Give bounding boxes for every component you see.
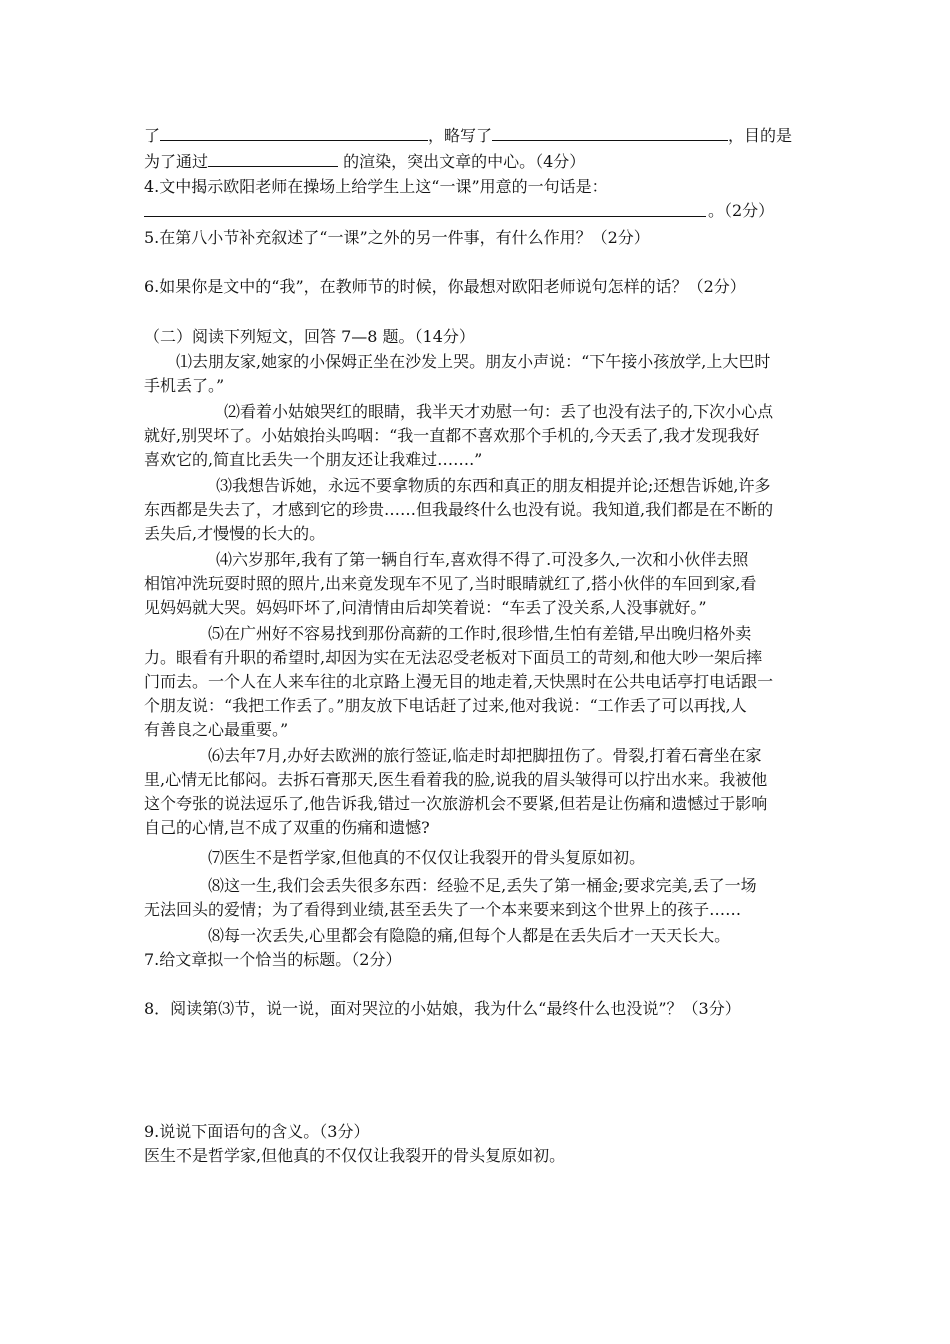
- q6-question: 6.如果你是文中的“我”，在教师节的时候，你最想对欧阳老师说句怎样的话？（2分）: [144, 277, 746, 296]
- passage-p2-line3: 喜欢它的,简直比丢失一个朋友还让我难过…….”: [144, 450, 483, 469]
- passage-p4-line1: ⑷六岁那年,我有了第一辆自行车,喜欢得不得了.可没多久,一次和小伙伴去照: [216, 550, 749, 569]
- q9-question: 9.说说下面语句的含义。（3分）: [144, 1122, 370, 1141]
- q4-answer-line[interactable]: [144, 216, 706, 217]
- q3-blank-3[interactable]: [208, 150, 338, 167]
- passage-p5-line3: 门而去。一个人在人来车往的北京路上漫无目的地走着,天快黑时在公共电话亭打电话跟一: [144, 672, 774, 691]
- passage-p4-line3: 见妈妈就大哭。妈妈吓坏了,问清情由后却笑着说：“车丢了没关系,人没事就好。”: [144, 598, 707, 617]
- passage-p2-line1: ⑵看着小姑娘哭红的眼睛，我半天才劝慰一句：丢了也没有法子的,下次小心点: [224, 402, 774, 421]
- q8-question: 8．阅读第⑶节，说一说，面对哭泣的小姑娘，我为什么“最终什么也没说”？（3分）: [144, 999, 741, 1018]
- passage-p9-line1: ⑻每一次丢失,心里都会有隐隐的痛,但每个人都是在丢失后才一天天长大。: [208, 926, 731, 945]
- passage-p1-line2: 手机丢了。”: [144, 376, 225, 395]
- q7-question: 7.给文章拟一个恰当的标题。（2分）: [144, 950, 402, 969]
- passage-p3-line2: 东西都是失去了，才感到它的珍贵……但我最终什么也没有说。我知道,我们都是在不断的: [144, 500, 774, 519]
- passage-p8-line2: 无法回头的爱情；为了看得到业绩,甚至丢失了一个本来要来到这个世界上的孩子……: [144, 900, 742, 919]
- q3-text-c: ，目的是: [728, 126, 793, 145]
- q4-question: 4.文中揭示欧阳老师在操场上给学生上这“一课”用意的一句话是：: [144, 177, 608, 196]
- passage-p5-line4: 个朋友说：“我把工作丢了。”朋友放下电话赶了过来,他对我说：“工作丢了可以再找,人: [144, 696, 747, 715]
- passage-p3-line3: 丢失后,才慢慢的长大的。: [144, 524, 326, 543]
- passage-p4-line2: 相馆冲洗玩耍时照的照片,出来竟发现车不见了,当时眼睛就红了,搭小伙伴的车回到家,看: [144, 574, 757, 593]
- passage-p5-line5: 有善良之心最重要。”: [144, 720, 289, 739]
- passage-p1-line1: ⑴去朋友家,她家的小保姆正坐在沙发上哭。朋友小声说：“下午接小孩放学,上大巴时: [176, 352, 771, 371]
- passage-p5-line1: ⑸在广州好不容易找到那份高薪的工作时,很珍惜,生怕有差错,早出晚归格外卖: [208, 624, 752, 643]
- q3-text-b: ，略写了: [428, 126, 493, 145]
- passage-p6-line3: 这个夸张的说法逗乐了,他告诉我,错过一次旅游机会不要紧,但若是让伤痛和遗憾过于影响: [144, 794, 768, 813]
- q3-line-1: [144, 124, 792, 147]
- passage-p6-line2: 里,心情无比郁闷。去拆石膏那天,医生看着我的脸,说我的眉头皱得可以拧出水来。我被他: [144, 770, 768, 789]
- q5-question: 5.在第八小节补充叙述了“一课”之外的另一件事，有什么作用？（2分）: [144, 228, 650, 247]
- q3-text-d: 为了通过: [144, 152, 209, 171]
- section-2-heading: （二）阅读下列短文，回答 7—8 题。（14分）: [144, 327, 475, 346]
- q3-text-e: 的渲染，突出文章的中心。（4分）: [338, 152, 586, 171]
- q3-blank-2[interactable]: [492, 124, 728, 141]
- passage-p3-line1: ⑶我想告诉她，永远不要拿物质的东西和真正的朋友相提并论;还想告诉她,许多: [216, 476, 771, 495]
- q3-text-a: 了: [144, 126, 161, 145]
- passage-p8-line1: ⑻这一生,我们会丢失很多东西：经验不足,丢失了第一桶金;要求完美,丢了一场: [208, 876, 757, 895]
- q3-blank-1[interactable]: [160, 124, 428, 141]
- passage-p2-line2: 就好,别哭坏了。小姑娘抬头呜咽：“我一直都不喜欢那个手机的,今天丢了,我才发现我好: [144, 426, 760, 445]
- q4-points: 。（2分）: [708, 201, 775, 220]
- q3-line-2: [144, 150, 585, 173]
- q9-quote: 医生不是哲学家,但他真的不仅仅让我裂开的骨头复原如初。: [144, 1146, 566, 1165]
- passage-p7-line1: ⑺医生不是哲学家,但他真的不仅仅让我裂开的骨头复原如初。: [208, 848, 646, 867]
- passage-p6-line4: 自己的心情,岂不成了双重的伤痛和遗憾?: [144, 818, 430, 837]
- passage-p6-line1: ⑹去年7月,办好去欧洲的旅行签证,临走时却把脚扭伤了。骨裂,打着石膏坐在家: [208, 746, 762, 765]
- passage-p5-line2: 力。眼看有升职的希望时,却因为实在无法忍受老板对下面员工的苛刻,和他大吵一架后摔: [144, 648, 763, 667]
